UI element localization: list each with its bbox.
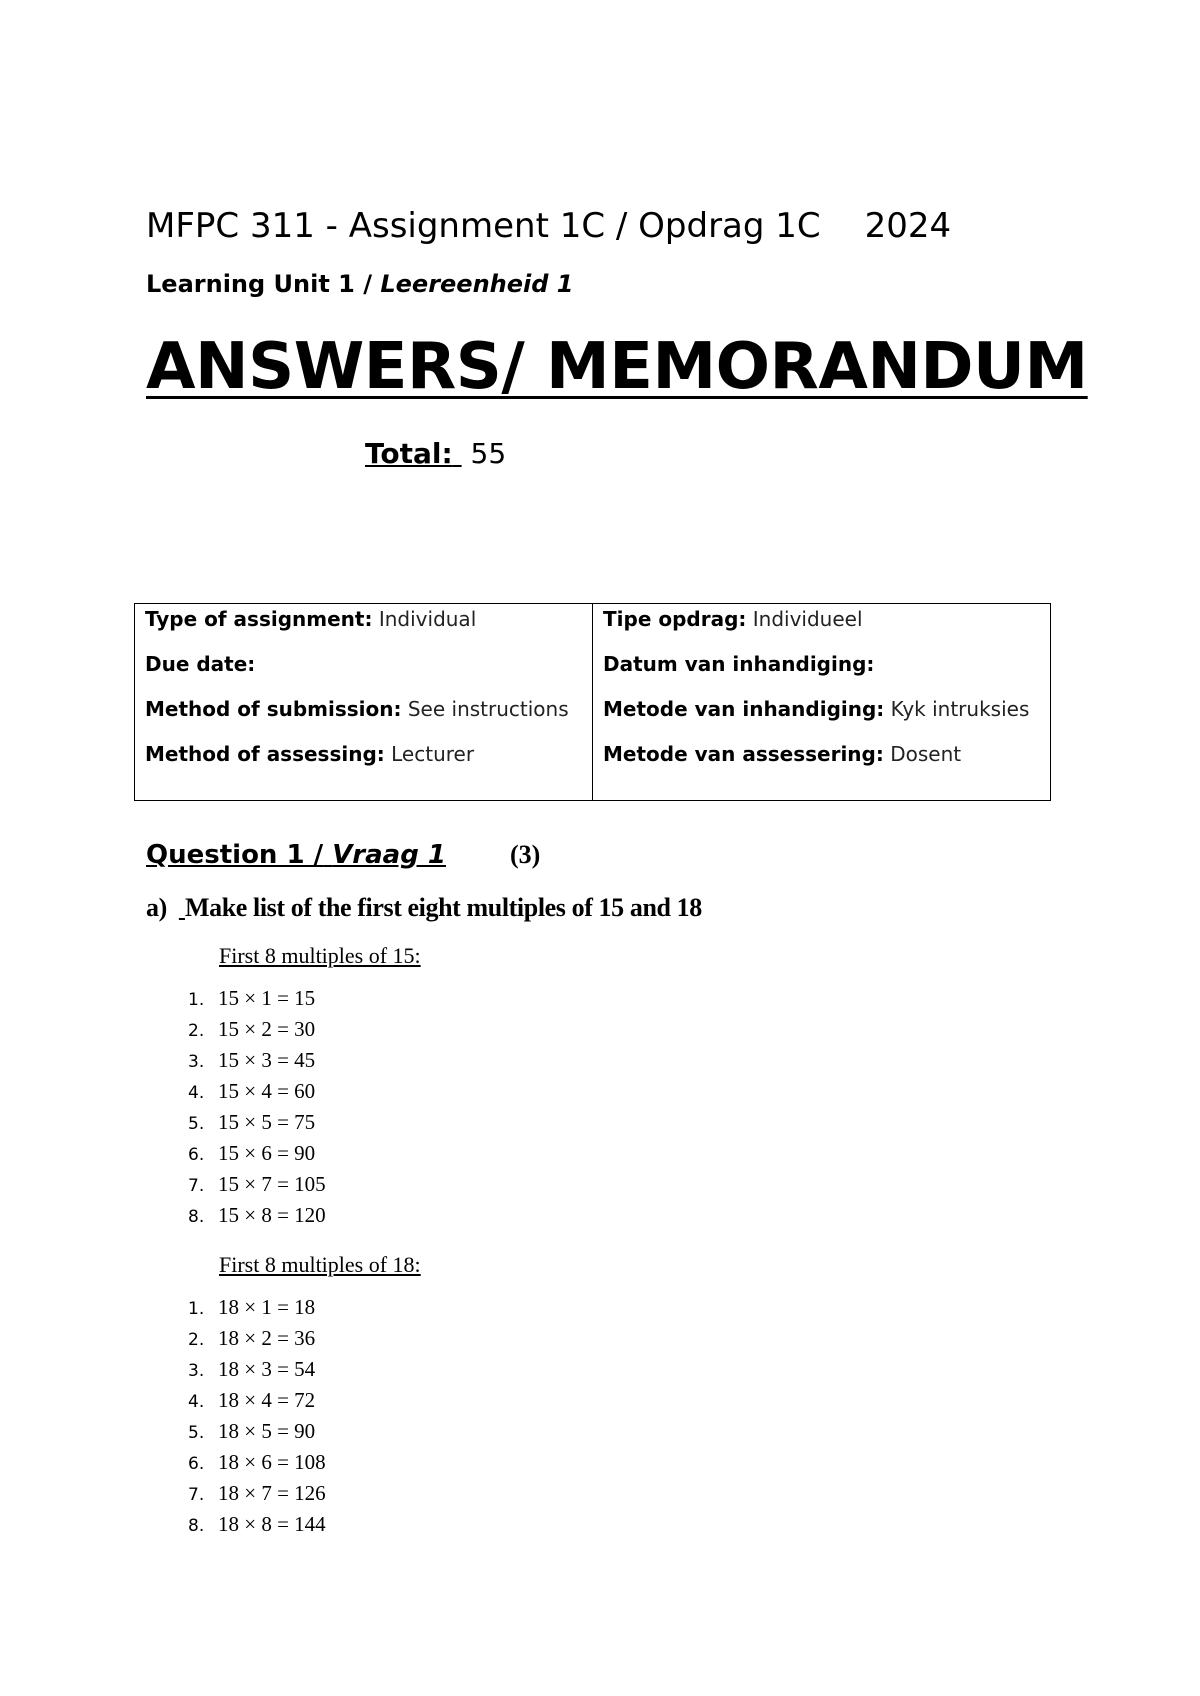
list-item: [188, 1204, 326, 1235]
list-item-text: 15 × 1 = 15: [218, 986, 316, 1010]
list-item-text: 18 × 3 = 54: [218, 1357, 316, 1381]
list-item-text: 15 × 2 = 30: [218, 1017, 316, 1041]
list-item-number: 3.: [188, 1361, 205, 1381]
list-item-text: 15 × 7 = 105: [218, 1172, 326, 1196]
list-item-number: 7.: [188, 1176, 205, 1196]
total-marks: [365, 437, 506, 470]
list-item-number: 5.: [188, 1114, 205, 1134]
total-value: 55: [470, 437, 507, 470]
info-submission: Method of submission: See instructions: [145, 697, 569, 721]
list-item-text: 18 × 8 = 144: [218, 1512, 326, 1536]
list-item: [188, 1420, 326, 1451]
list-item-number: 2.: [188, 1330, 205, 1350]
list-item: [188, 1513, 326, 1544]
list-item: [188, 1080, 326, 1111]
question-1a-text: Make list of the first eight multiples of 15 and 18: [184, 893, 702, 922]
list-item-text: 15 × 4 = 60: [218, 1079, 316, 1103]
list-item-number: 3.: [188, 1052, 205, 1072]
title-text: MFPC 311 - Assignment 1C / Opdrag 1C: [146, 206, 821, 246]
info-assessing: Method of assessing: Lecturer: [145, 742, 475, 766]
learning-unit-en: Learning Unit 1 /: [146, 270, 372, 298]
info-column-english: [135, 604, 593, 801]
question-1-marks: (3): [510, 840, 541, 869]
learning-unit-af: Leereenheid 1: [380, 270, 574, 298]
assignment-info-table: [134, 603, 1051, 801]
list-item-text: 15 × 3 = 45: [218, 1048, 316, 1072]
list-item-number: 6.: [188, 1454, 205, 1474]
list-item-number: 5.: [188, 1423, 205, 1443]
list-item-number: 2.: [188, 1021, 205, 1041]
info-inhandiging: Metode van inhandiging: Kyk intruksies: [603, 697, 1030, 721]
list-item-text: 18 × 4 = 72: [218, 1388, 316, 1412]
memorandum-heading: ANSWERS/ MEMORANDUM: [146, 330, 1088, 404]
list-item-number: 8.: [188, 1207, 205, 1227]
list-item-text: 18 × 6 = 108: [218, 1450, 326, 1474]
multiples-15-heading: First 8 multiples of 15:: [219, 943, 421, 968]
list-item-number: 4.: [188, 1392, 205, 1412]
list-item-number: 4.: [188, 1083, 205, 1103]
question-1-heading: [146, 840, 541, 870]
list-item: [188, 1142, 326, 1173]
multiples-18-heading: First 8 multiples of 18:: [219, 1252, 421, 1277]
list-item-text: 18 × 1 = 18: [218, 1295, 316, 1319]
list-item-text: 15 × 5 = 75: [218, 1110, 316, 1134]
list-item: [188, 1018, 326, 1049]
info-due-date: Due date:: [145, 652, 256, 676]
list-item-text: 18 × 2 = 36: [218, 1326, 316, 1350]
list-item: [188, 1358, 326, 1389]
list-item-text: 15 × 6 = 90: [218, 1141, 316, 1165]
list-item-number: 1.: [188, 1299, 205, 1319]
list-item-number: 1.: [188, 990, 205, 1010]
question-1a: [146, 893, 702, 923]
assignment-info-row: [135, 604, 1051, 801]
list-item-text: 18 × 5 = 90: [218, 1419, 316, 1443]
list-item: [188, 1482, 326, 1513]
list-item-number: 7.: [188, 1485, 205, 1505]
list-item-number: 8.: [188, 1516, 205, 1536]
info-assessering: Metode van assessering: Dosent: [603, 742, 962, 766]
list-item-text: 18 × 7 = 126: [218, 1481, 326, 1505]
learning-unit: [146, 270, 574, 298]
document-title: [146, 206, 951, 246]
title-year: 2024: [864, 206, 952, 246]
multiples-15-list: [188, 987, 326, 1235]
question-1a-prefix: a): [146, 893, 167, 922]
list-item: [188, 1173, 326, 1204]
list-item: [188, 987, 326, 1018]
list-item: [188, 1111, 326, 1142]
list-item: [188, 1049, 326, 1080]
list-item: [188, 1451, 326, 1482]
question-1-title: Question 1 / Vraag 1: [146, 840, 446, 870]
list-item: [188, 1327, 326, 1358]
list-item-text: 15 × 8 = 120: [218, 1203, 326, 1227]
list-item-number: 6.: [188, 1145, 205, 1165]
info-column-afrikaans: [593, 604, 1051, 801]
info-type: Type of assignment: Individual: [145, 607, 477, 631]
total-label: Total:: [365, 437, 453, 470]
info-datum: Datum van inhandiging:: [603, 652, 875, 676]
info-tipe: Tipe opdrag: Individueel: [603, 607, 863, 631]
list-item: [188, 1389, 326, 1420]
multiples-18-list: [188, 1296, 326, 1544]
list-item: [188, 1296, 326, 1327]
